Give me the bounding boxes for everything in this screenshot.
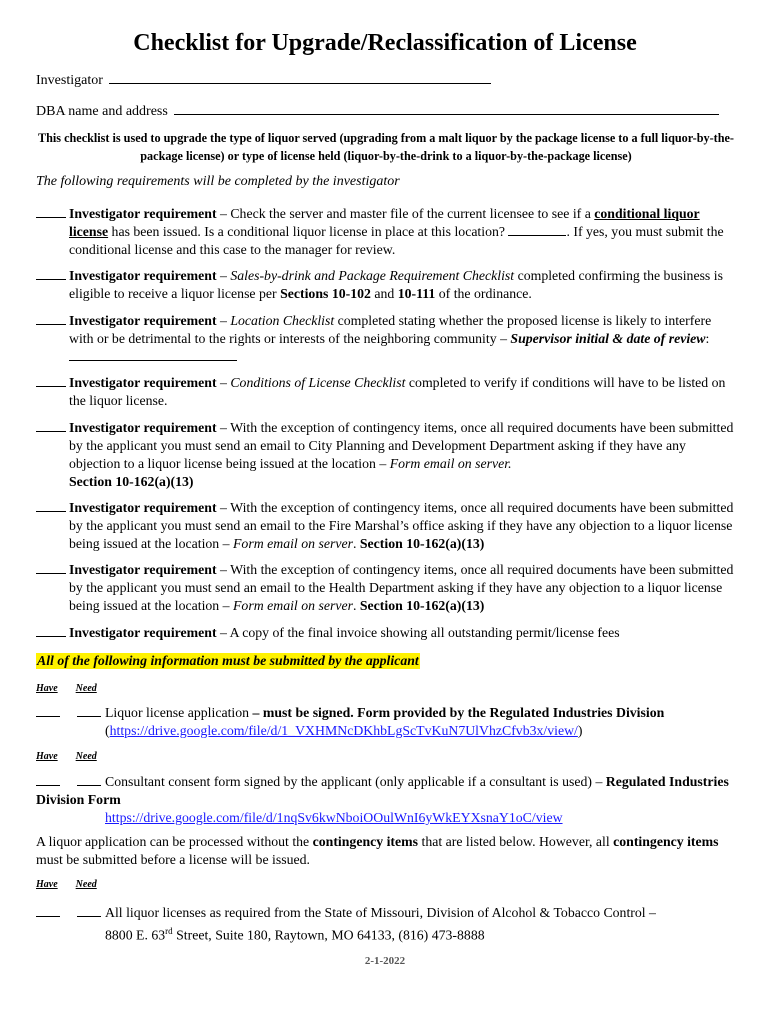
have-blank[interactable] <box>36 704 60 717</box>
requirement-3: Investigator requirement – Location Checklist completed stating whether the proposed license is likely to interfere with or be detrimental to the rights or interests of the neighboring community – Supervisor initial & date of review: <box>36 312 736 366</box>
have-need-header: Have Need <box>36 683 97 694</box>
need-blank[interactable] <box>77 704 101 717</box>
dba-field <box>36 101 719 120</box>
requirement-7: Investigator requirement – With the exception of contingency items, once all required documents have been submitted by the applicant you must send an email to the Health Department asking if they have any objection to a liquor license being issued at the location – Form email on server. Section 10-162(a)(13) <box>36 561 736 615</box>
contingency-paragraph: A liquor application can be processed without the contingency items that are listed below. However, all contingency items must be submitted before a license will be issued. <box>36 834 719 867</box>
check-blank[interactable] <box>36 205 66 218</box>
intro-text: This checklist is used to upgrade the type of liquor served (upgrading from a malt liquor by the package license to a full liquor-by-the-package license) or type of license held (liquor-by-the-drink to a liquor-by-the-package license) <box>38 131 734 163</box>
page-title: Checklist for Upgrade/Reclassification of License <box>133 30 637 56</box>
have-need-header: Have Need <box>36 751 97 762</box>
investigator-line[interactable] <box>109 70 491 84</box>
check-blank[interactable] <box>36 561 66 574</box>
check-blank[interactable] <box>36 267 66 280</box>
dba-label: DBA name and address <box>36 104 168 119</box>
have-blank[interactable] <box>36 773 60 786</box>
supervisor-blank[interactable] <box>69 348 237 361</box>
need-blank[interactable] <box>77 773 101 786</box>
requirement-1: Investigator requirement – Check the server and master file of the current licensee to see if a conditional liquor license has been issued. Is a conditional liquor license in place at this location? . If yes, you must submit the conditional license and this case to the manager for review. <box>36 205 736 259</box>
requirement-4: Investigator requirement – Conditions of License Checklist completed to verify if conditions will have to be listed on the liquor license. <box>36 374 736 410</box>
applicant-note: All of the following information must be submitted by the applicant <box>37 653 419 668</box>
application-link[interactable]: https://drive.google.com/file/d/1_VXHMNcDKhbLgScTvKuN7UlVhzCfvb3x/view/ <box>109 723 578 738</box>
consultant-form-link[interactable]: https://drive.google.com/file/d/1nqSv6kwNboiOOulWnI6yWkEYXsnaY1oC/view <box>105 810 563 825</box>
have-blank[interactable] <box>36 904 60 917</box>
requirement-5: Investigator requirement – With the exception of contingency items, once all required documents have been submitted by the applicant you must send an email to City Planning and Development Department asking if they have any objection to a liquor license being issued at the location – Form email on server. Section 10-162(a)(13) <box>36 419 736 491</box>
requirement-6: Investigator requirement – With the exception of contingency items, once all required documents have been submitted by the applicant you must send an email to the Fire Marshal’s office asking if they have any objection to a liquor license being issued at the location – Form email on server. Section 10-162(a)(13) <box>36 499 736 553</box>
investigator-note: The following requirements will be completed by the investigator <box>36 174 400 189</box>
requirement-2: Investigator requirement – Sales-by-drink and Package Requirement Checklist completed confirming the business is eligible to receive a liquor license per Sections 10-102 and 10-111 of the ordinance. <box>36 267 736 303</box>
need-blank[interactable] <box>77 904 101 917</box>
have-need-header: Have Need <box>36 879 97 890</box>
check-blank[interactable] <box>36 499 66 512</box>
investigator-field <box>36 70 491 89</box>
dba-line[interactable] <box>174 101 719 115</box>
check-blank[interactable] <box>36 312 66 325</box>
check-blank[interactable] <box>36 624 66 637</box>
investigator-label: Investigator <box>36 73 103 88</box>
footer-date: 2-1-2022 <box>364 955 406 967</box>
answer-blank[interactable] <box>508 223 566 236</box>
applicant-item-2: Consultant consent form signed by the applicant (only applicable if a consultant is used) – Regulated Industries Division Form https://drive.google.com/file/d/1nqSv6kwNboiOOulWnI6yWkEYXsnaY1oC/view <box>36 774 729 825</box>
contingency-item-1: All liquor licenses as required from the State of Missouri, Division of Alcohol & Tobacco Control – 8800 E. 63rd Street, Suite 180, Raytown, MO 64133, (816) 473-8888 <box>36 904 736 945</box>
check-blank[interactable] <box>36 419 66 432</box>
req-label: Investigator requirement <box>69 206 217 221</box>
applicant-item-1: Liquor license application – must be signed. Form provided by the Regulated Industries Division (https://drive.google.com/file/d/1_VXHMNcDKhbLgScTvKuN7UlVhzCfvb3x/view/) <box>36 704 736 740</box>
requirement-8: Investigator requirement – A copy of the final invoice showing all outstanding permit/license fees <box>36 624 736 642</box>
check-blank[interactable] <box>36 374 66 387</box>
